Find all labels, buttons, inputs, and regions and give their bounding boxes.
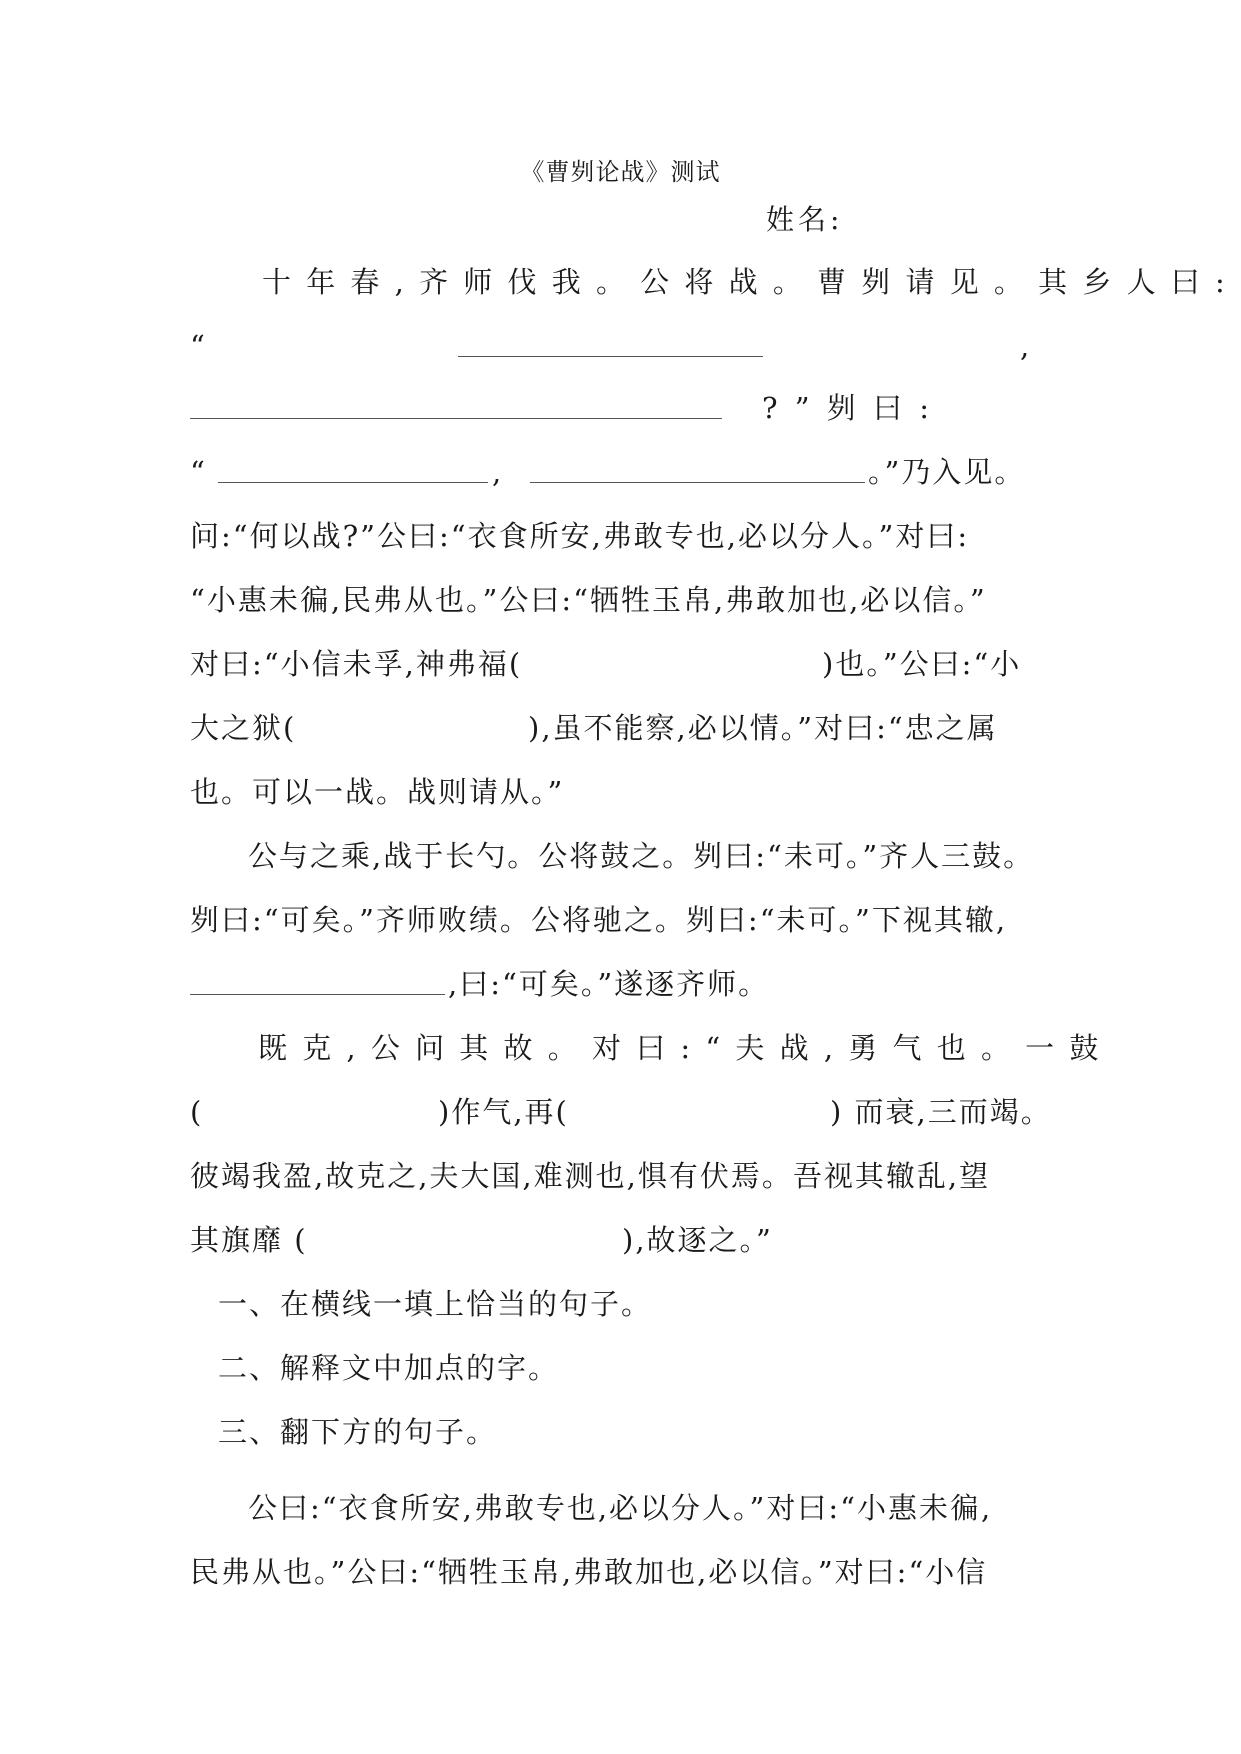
- line2-c: ) 而衰,三而竭。: [830, 1095, 1052, 1129]
- line4-tail: 。”乃入见。: [868, 455, 1026, 489]
- open-quote: “: [190, 455, 207, 489]
- para3-line3: 彼竭我盈,故克之,夫大国,难测也,惧有伏焉。吾视其辙乱,望: [190, 1159, 991, 1193]
- line8-b: ),虽不能察,必以情。”对曰:“忠之属: [528, 711, 998, 745]
- comma-mark: ,: [1020, 329, 1032, 363]
- para1-line1: 十 年 春 , 齐 师 伐 我 。 公 将 战 。 曹 刿 请 见 。 其 乡 人 曰 :: [262, 265, 1228, 299]
- line4-a: 其旗靡 (: [190, 1223, 308, 1257]
- para4-line2: 民弗从也。”公曰:“牺牲玉帛,弗敢加也,必以信。”对曰:“小信: [190, 1555, 988, 1589]
- open-quote: “: [190, 329, 207, 363]
- comma-mark: ,: [492, 455, 504, 489]
- fill-blank-1[interactable]: [458, 356, 763, 357]
- para1-line4: [190, 452, 1080, 492]
- fill-blank-4[interactable]: [530, 482, 865, 483]
- para1-line9: 也。可以一战。战则请从。”: [190, 775, 565, 809]
- line3-tail: ? ” 刿 曰 :: [762, 391, 934, 425]
- fill-blank-3[interactable]: [218, 482, 488, 483]
- para3-line4: [190, 1220, 1080, 1260]
- fill-blank-5[interactable]: [190, 994, 445, 995]
- page-title: 《曹刿论战》测试: [520, 158, 721, 186]
- line7-a: 对曰:“小信未孚,神弗福(: [190, 647, 523, 681]
- para2-line1: 公与之乘,战于长勺。公将鼓之。刿曰:“未可。”齐人三鼓。: [248, 839, 1035, 873]
- para2-line3: [190, 964, 1080, 1004]
- line7-b: )也。”公曰:“小: [822, 647, 1022, 681]
- line8-a: 大之狱(: [190, 711, 297, 745]
- line3-tail: ,曰:“可矣。”遂逐齐师。: [448, 967, 770, 1001]
- question-2: 二、解释文中加点的字。: [218, 1351, 560, 1385]
- fill-blank-2[interactable]: [190, 418, 722, 419]
- para4-line1: 公曰:“衣食所安,弗敢专也,必以分人。”对曰:“小惠未徧,: [248, 1491, 993, 1525]
- para2-line2: 刿曰:“可矣。”齐师败绩。公将驰之。刿曰:“未可。”下视其辙,: [190, 903, 1008, 937]
- para1-line6: “小惠未徧,民弗从也。”公曰:“牺牲玉帛,弗敢加也,必以信。”: [190, 583, 987, 617]
- para1-line7: [190, 644, 1080, 684]
- para1-line8: [190, 708, 1080, 748]
- para1-line5: 问:“何以战?”公曰:“衣食所安,弗敢专也,必以分人。”对曰:: [190, 519, 970, 553]
- para1-line2: [190, 326, 1080, 366]
- question-1: 一、在横线一填上恰当的句子。: [218, 1287, 653, 1321]
- name-label: 姓名:: [766, 203, 844, 236]
- line2-b: )作气,再(: [438, 1095, 569, 1129]
- para3-line1: 既 克 , 公 问 其 故 。 对 曰 : “ 夫 战 , 勇 气 也 。 一 鼓: [258, 1031, 1102, 1065]
- line4-b: ),故逐之。”: [622, 1223, 773, 1257]
- question-3: 三、翻下方的句子。: [218, 1415, 498, 1449]
- line2-a: (: [190, 1095, 204, 1129]
- para1-line3: [190, 388, 1080, 428]
- para3-line2: [190, 1092, 1080, 1132]
